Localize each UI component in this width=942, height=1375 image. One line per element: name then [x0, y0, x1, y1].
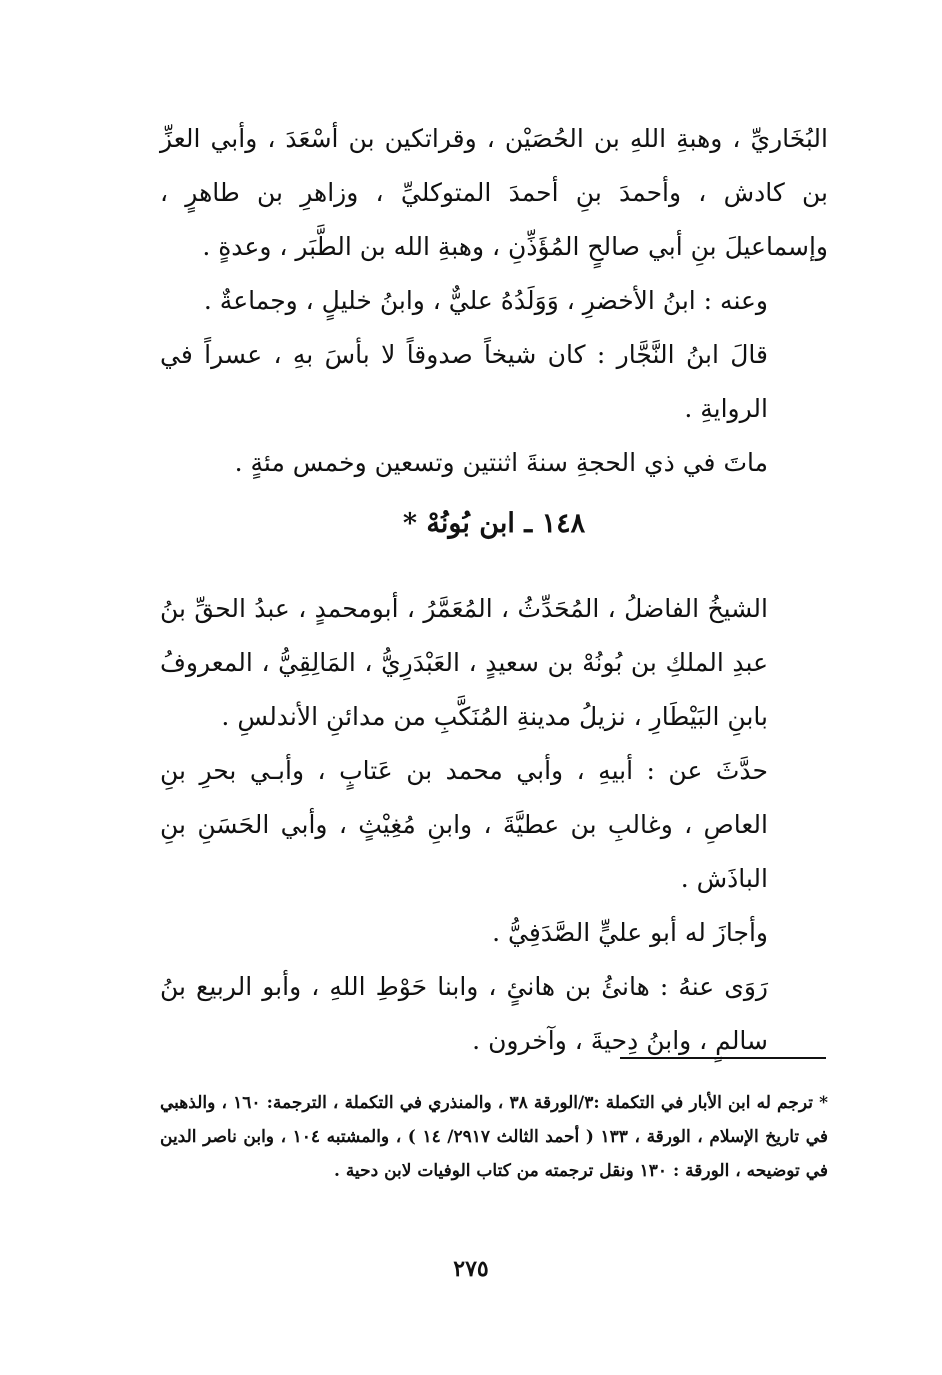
- entry-body: [160, 582, 828, 1068]
- death-paragraph: ماتَ في ذي الحجةِ سنةَ اثنتين وتسعين وخمس مئةٍ .: [234, 448, 768, 477]
- entry-students-paragraph: رَوَى عنهُ : هانئُ بن هانئٍ ، وابنا حَوْطِ اللهِ ، وأبو الربيع بنُ سالمٍ ، وابنُ دِحيةَ ، وآخرون .: [160, 972, 768, 1055]
- quote-paragraph: قالَ ابنُ النَّجَّار : كان شيخاً صدوقاً لا بأسَ بهِ ، عسراً في الروايةِ .: [160, 340, 768, 423]
- entry-teachers-paragraph: حدَّثَ عن : أبيهِ ، وأبي محمد بن عَتابٍ ، وأبـي بحرِ بنِ العاصِ ، وغالبِ بن عطيَّةَ ، وابنِ مُغِيْثٍ ، وأبي الحَسَنِ بنِ الباذَش .: [160, 756, 768, 893]
- page-number: ٢٧٥: [453, 1256, 489, 1282]
- footnote: * ترجم له ابن الأبار في التكملة :٣/الورقة ٣٨ ، والمنذري في التكملة ، الترجمة: ١٦٠ ، والذهبي في تاريخ الإسلام ، الورقة ، ١٣٣ ( أحمد الثالث ٢٩١٧/ ١٤ ) ، والمشتبه ١٠٤ ، وابن ناصر الدين في توضيحه ، الورقة : ١٣٠ ونقل ترجمته من كتاب الوفيات لابن دحية .: [160, 1093, 829, 1181]
- footnote-divider: [620, 1057, 826, 1059]
- narrators-paragraph: البُخَاريِّ ، وهبةِ اللهِ بن الحُصَيْن ، وقراتكين بن أسْعَدَ ، وأبي العزِّ بن كادش ، وأحمدَ بنِ أحمدَ المتوكليِّ ، وزاهرِ بن طاهرٍ ، وإسماعيلَ بنِ أبي صالحٍ المُؤَذِّنِ ، وهبةِ الله بن الطَّبَر ، وعدةٍ .: [160, 124, 828, 261]
- entry-license-paragraph: وأجازَ له أبو عليٍّ الصَّدَفِيُّ .: [492, 918, 768, 947]
- previous-entry-continuation: [160, 112, 828, 490]
- entry-heading: ١٤٨ ـ ابن بُونُهْ *: [402, 508, 586, 539]
- students-paragraph: وعنه : ابنُ الأخضرِ ، وَوَلَدُهُ عليٌّ ، وابنُ خليلٍ ، وجماعةٌ .: [203, 286, 768, 315]
- entry-intro-paragraph: الشيخُ الفاضلُ ، المُحَدِّثُ ، المُعَمَّرُ ، أبومحمدٍ ، عبدُ الحقِّ بنُ عبدِ الملكِ بن بُونُهْ بن سعيدٍ ، العَبْدَرِيُّ ، المَالِقِيُّ ، المعروفُ بابنِ البَيْطَارِ ، نزيلُ مدينةِ المُنَكَّبِ من مدائنِ الأندلسِ .: [160, 594, 768, 731]
